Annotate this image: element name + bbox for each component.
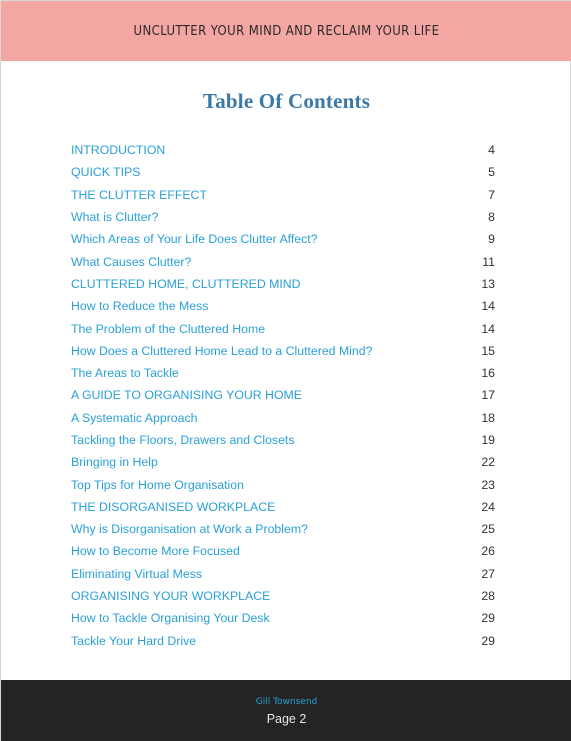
toc-entry[interactable] — [71, 540, 495, 562]
toc-entry-page: 29 — [481, 611, 495, 626]
toc-entry[interactable] — [71, 273, 495, 295]
toc-entry-page: 13 — [481, 276, 495, 291]
toc-entry-title[interactable]: Eliminating Virtual Mess — [71, 566, 202, 581]
toc-entry-page: 28 — [481, 589, 495, 604]
toc-entry[interactable] — [71, 362, 495, 384]
toc-entry[interactable] — [71, 630, 495, 652]
toc-entry-title[interactable]: ORGANISING YOUR WORKPLACE — [71, 589, 271, 604]
toc-entry-title[interactable]: Bringing in Help — [71, 455, 158, 470]
toc-entry-page: 17 — [481, 388, 495, 403]
footer-author: Gill Townsend — [255, 696, 318, 707]
toc-entry-page: 16 — [481, 366, 495, 381]
toc-entry-title[interactable]: What is Clutter? — [71, 210, 159, 225]
toc-entry-page: 27 — [481, 566, 495, 581]
page-footer — [1, 680, 571, 741]
toc-entry-title[interactable]: How to Reduce the Mess — [71, 299, 209, 314]
toc-entry[interactable] — [71, 518, 495, 540]
toc-entry-page: 14 — [481, 299, 495, 314]
toc-entry-page: 4 — [488, 143, 495, 158]
toc-entry-page: 29 — [481, 633, 495, 648]
toc-entry-title[interactable]: QUICK TIPS — [71, 165, 141, 180]
page-header — [1, 1, 571, 61]
toc-entry-title[interactable]: INTRODUCTION — [71, 143, 166, 158]
toc-entry[interactable] — [71, 317, 495, 339]
toc-entry[interactable] — [71, 295, 495, 317]
toc-entry-title[interactable]: The Areas to Tackle — [71, 366, 179, 381]
toc-entry-page: 24 — [481, 499, 495, 514]
book-title: UNCLUTTER YOUR MIND AND RECLAIM YOUR LIFE — [133, 23, 440, 39]
toc-entry[interactable] — [71, 250, 495, 272]
toc-entry[interactable] — [71, 429, 495, 451]
toc-entry-page: 14 — [481, 321, 495, 336]
toc-entry[interactable] — [71, 407, 495, 429]
toc-entry-page: 26 — [481, 544, 495, 559]
toc-entry[interactable] — [71, 139, 495, 161]
toc-entry[interactable] — [71, 184, 495, 206]
toc-entry-page: 22 — [481, 455, 495, 470]
toc-entry[interactable] — [71, 496, 495, 518]
toc-entry-title[interactable]: Tackle Your Hard Drive — [71, 633, 197, 648]
toc-list — [71, 139, 495, 652]
toc-entry-page: 8 — [488, 210, 495, 225]
toc-entry-page: 15 — [481, 343, 495, 358]
toc-entry-title[interactable]: Why is Disorganisation at Work a Problem? — [71, 522, 308, 537]
toc-entry-title[interactable]: THE DISORGANISED WORKPLACE — [71, 499, 276, 514]
toc-entry[interactable] — [71, 384, 495, 406]
toc-entry-title[interactable]: Tackling the Floors, Drawers and Closets — [71, 433, 295, 447]
page-number: Page 2 — [266, 711, 307, 726]
toc-entry-title[interactable]: CLUTTERED HOME, CLUTTERED MIND — [71, 276, 301, 291]
toc-entry[interactable] — [71, 228, 495, 250]
toc-entry-page: 7 — [488, 187, 495, 202]
toc-entry[interactable] — [71, 451, 495, 473]
toc-entry[interactable] — [71, 585, 495, 607]
toc-entry-page: 25 — [481, 522, 495, 537]
toc-heading: Table Of Contents — [202, 89, 371, 113]
toc-entry-title[interactable]: Which Areas of Your Life Does Clutter Affect? — [71, 232, 318, 247]
toc-entry-title[interactable]: Top Tips for Home Organisation — [71, 477, 244, 492]
toc-entry-title[interactable]: How Does a Cluttered Home Lead to a Cluttered Mind? — [71, 343, 373, 358]
toc-entry[interactable] — [71, 563, 495, 585]
toc-entry-page: 11 — [482, 254, 495, 269]
toc-entry-page: 5 — [488, 165, 495, 180]
toc-entry-page: 9 — [488, 232, 495, 247]
toc-entry-page: 23 — [481, 477, 495, 492]
toc-entry-title[interactable]: A Systematic Approach — [71, 410, 198, 425]
toc-entry[interactable] — [71, 206, 495, 228]
toc-entry-title[interactable]: THE CLUTTER EFFECT — [71, 187, 207, 202]
toc-entry-title[interactable]: How to Become More Focused — [71, 544, 240, 559]
toc-entry[interactable] — [71, 607, 495, 629]
toc-entry-title[interactable]: What Causes Clutter? — [71, 254, 192, 269]
toc-entry-title[interactable]: How to Tackle Organising Your Desk — [71, 611, 270, 626]
toc-entry-page: 19 — [481, 433, 495, 447]
toc-entry[interactable] — [71, 161, 495, 183]
toc-entry[interactable] — [71, 340, 495, 362]
toc-entry-page: 18 — [481, 410, 495, 425]
toc-entry[interactable] — [71, 473, 495, 495]
toc-entry-title[interactable]: The Problem of the Cluttered Home — [71, 321, 266, 336]
toc-entry-title[interactable]: A GUIDE TO ORGANISING YOUR HOME — [71, 388, 302, 403]
